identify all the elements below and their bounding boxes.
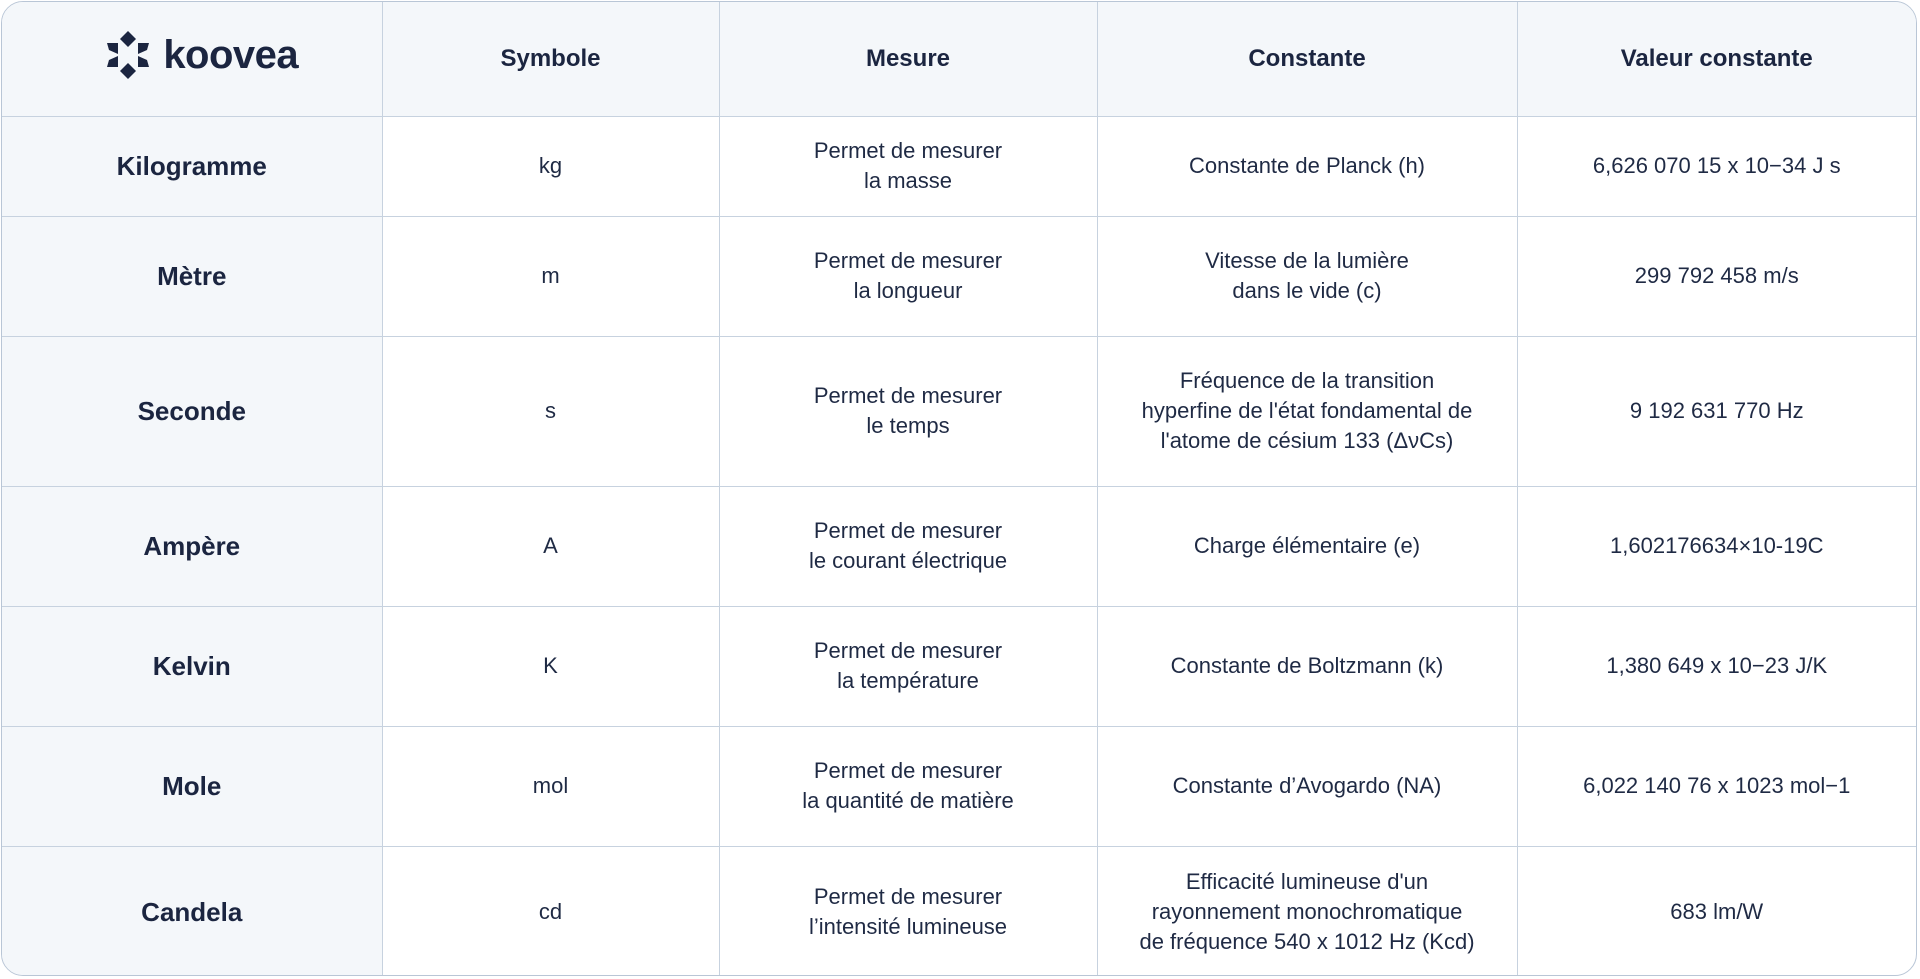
- constant-cell: [1097, 336, 1517, 486]
- symbol-cell: m: [382, 216, 719, 336]
- constant-line: dans le vide (c): [1232, 278, 1382, 303]
- unit-name-cell: Kilogramme: [2, 116, 382, 216]
- constant-line: Efficacité lumineuse d'un: [1185, 868, 1429, 894]
- measure-line: Permet de mesurer: [813, 638, 1003, 663]
- value-cell: 1,380 649 x 10−23 J/K: [1517, 606, 1916, 726]
- snowflake-logo-icon: [105, 30, 151, 80]
- constant-line: Constante d’Avogardo (NA): [1172, 773, 1442, 798]
- measure-line: Permet de mesurer: [813, 383, 1003, 408]
- constant-line: Constante de Boltzmann (k): [1170, 653, 1444, 678]
- constant-cell: [1097, 846, 1517, 976]
- symbol-cell: s: [382, 336, 719, 486]
- constant-line: de fréquence 540 x 1012 Hz (Kcd): [1139, 928, 1475, 954]
- constant-line: l'atome de césium 133 (ΔνCs): [1160, 428, 1454, 453]
- constant-line: Fréquence de la transition: [1179, 368, 1435, 393]
- value-cell: 6,626 070 15 x 10−34 J s: [1517, 116, 1916, 216]
- unit-name-cell: Candela: [2, 846, 382, 976]
- value-cell: 6,022 140 76 x 1023 mol−1: [1517, 726, 1916, 846]
- brand-name: koovea: [163, 32, 299, 77]
- table-row: [2, 846, 1916, 976]
- si-units-table: [2, 2, 1916, 976]
- unit-name-cell: Ampère: [2, 486, 382, 606]
- constant-cell: [1097, 606, 1517, 726]
- measure-cell: [719, 486, 1097, 606]
- measure-cell: [719, 846, 1097, 976]
- unit-name-cell: Mole: [2, 726, 382, 846]
- unit-name-cell: Seconde: [2, 336, 382, 486]
- symbol-cell: A: [382, 486, 719, 606]
- constant-line: Charge élémentaire (e): [1193, 533, 1421, 558]
- brand-cell: [2, 2, 382, 116]
- measure-cell: [719, 606, 1097, 726]
- constant-line: rayonnement monochromatique: [1151, 898, 1463, 924]
- measure-line: Permet de mesurer: [813, 758, 1003, 783]
- si-units-table-container: [1, 1, 1917, 976]
- table-row: [2, 606, 1916, 726]
- table-row: [2, 726, 1916, 846]
- unit-name-cell: Mètre: [2, 216, 382, 336]
- symbol-cell: K: [382, 606, 719, 726]
- measure-line: le temps: [866, 413, 950, 438]
- unit-name-cell: Kelvin: [2, 606, 382, 726]
- column-header-valeur-constante: Valeur constante: [1517, 2, 1916, 116]
- constant-line: hyperfine de l'état fondamental de: [1141, 398, 1473, 423]
- measure-cell: [719, 216, 1097, 336]
- measure-line: Permet de mesurer: [813, 883, 1003, 909]
- measure-line: Permet de mesurer: [813, 138, 1003, 163]
- column-header-constante: Constante: [1097, 2, 1517, 116]
- constant-cell: [1097, 216, 1517, 336]
- value-cell: 9 192 631 770 Hz: [1517, 336, 1916, 486]
- measure-line: Permet de mesurer: [813, 248, 1003, 273]
- constant-cell: [1097, 116, 1517, 216]
- measure-line: la quantité de matière: [802, 788, 1014, 813]
- table-row: [2, 116, 1916, 216]
- measure-line: l’intensité lumineuse: [808, 913, 1008, 939]
- measure-line: le courant électrique: [808, 548, 1008, 573]
- value-cell: 299 792 458 m/s: [1517, 216, 1916, 336]
- constant-line: Vitesse de la lumière: [1205, 248, 1409, 273]
- table-header-row: [2, 2, 1916, 116]
- measure-line: la température: [837, 668, 979, 693]
- symbol-cell: kg: [382, 116, 719, 216]
- column-header-symbole: Symbole: [382, 2, 719, 116]
- constant-cell: [1097, 726, 1517, 846]
- table-row: [2, 336, 1916, 486]
- constant-cell: [1097, 486, 1517, 606]
- measure-line: la masse: [863, 168, 953, 193]
- value-cell: 1,602176634×10-19C: [1517, 486, 1916, 606]
- value-cell: 683 lm/W: [1670, 898, 1764, 924]
- measure-cell: [719, 116, 1097, 216]
- table-row: [2, 486, 1916, 606]
- column-header-mesure: Mesure: [719, 2, 1097, 116]
- symbol-cell: mol: [382, 726, 719, 846]
- measure-line: la longueur: [853, 278, 963, 303]
- measure-cell: [719, 726, 1097, 846]
- measure-cell: [719, 336, 1097, 486]
- table-row: [2, 216, 1916, 336]
- constant-line: Constante de Planck (h): [1188, 153, 1426, 178]
- symbol-cell: cd: [382, 846, 719, 976]
- brand-logo: [105, 30, 298, 80]
- measure-line: Permet de mesurer: [813, 518, 1003, 543]
